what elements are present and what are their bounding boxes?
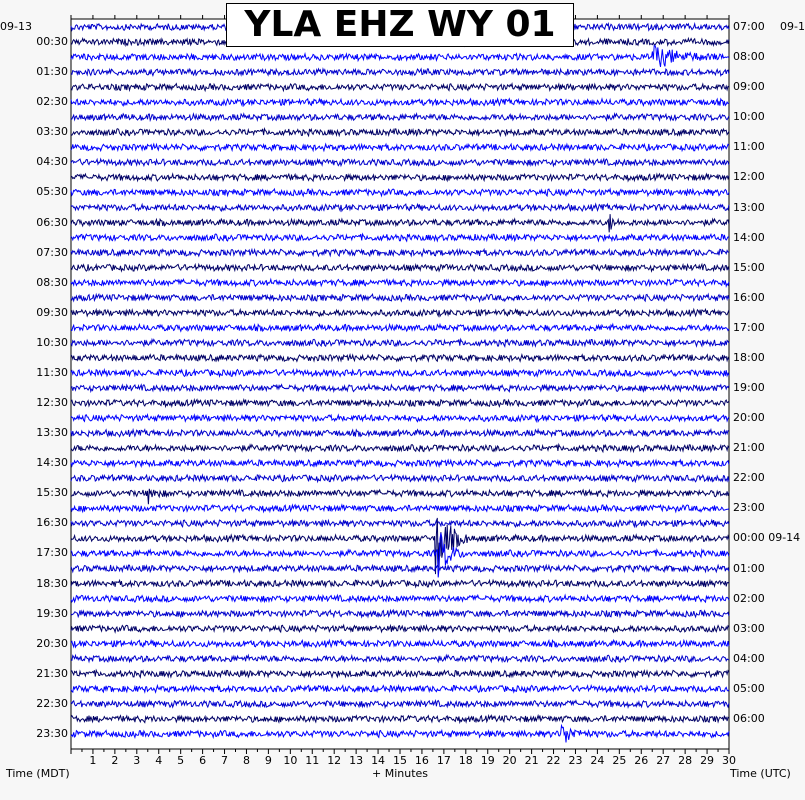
x-tick-label-7: 7 [221,754,229,767]
x-tick-label-22: 22 [546,754,561,767]
x-tick-label-19: 19 [480,754,495,767]
x-tick-label-4: 4 [155,754,163,767]
right-time-label-6: 13:00 [733,200,765,214]
right-time-label-18: 01:00 [733,561,765,575]
right-time-label-8: 15:00 [733,260,765,274]
left-axis-label: Time (MDT) [6,767,70,780]
left-time-label-14: 14:30 [36,456,68,470]
left-time-label-15: 15:30 [36,486,68,500]
x-tick-label-12: 12 [327,754,342,767]
left-time-label-1: 01:30 [36,65,68,79]
x-tick-label-26: 26 [634,754,649,767]
left-time-label-22: 22:30 [36,696,68,710]
x-tick-label-6: 6 [199,754,207,767]
right-axis-label: Time (UTC) [730,767,791,780]
x-tick-label-30: 30 [722,754,736,767]
left-time-label-23: 23:30 [36,726,68,740]
left-time-label-20: 20:30 [36,636,68,650]
right-time-label-21: 04:00 [733,651,765,665]
right-time-label-7: 14:00 [733,230,765,244]
x-tick-label-23: 23 [568,754,583,767]
x-tick-label-24: 24 [590,754,605,767]
x-tick-label-1: 1 [89,754,97,767]
x-tick-label-2: 2 [111,754,119,767]
x-tick-label-21: 21 [524,754,539,767]
right-time-label-9: 16:00 [733,290,765,304]
left-time-label-5: 05:30 [36,185,68,199]
left-time-label-2: 02:30 [36,95,68,109]
right-date-label: 09-1 [780,20,805,33]
right-time-label-10: 17:00 [733,320,765,334]
chart-title: YLA EHZ WY 01 [226,3,574,47]
left-date-label: 09-13 [0,20,32,33]
x-tick-label-10: 10 [283,754,298,767]
x-tick-label-11: 11 [305,754,320,767]
left-time-label-0: 00:30 [36,35,68,49]
right-time-label-22: 05:00 [733,681,765,695]
left-time-label-16: 16:30 [36,516,68,530]
x-tick-label-16: 16 [414,754,429,767]
x-tick-label-9: 9 [264,754,272,767]
right-time-label-11: 18:00 [733,350,765,364]
left-time-label-17: 17:30 [36,546,68,560]
x-tick-label-27: 27 [656,754,671,767]
right-time-label-0: 07:00 [733,20,765,34]
x-tick-label-29: 29 [700,754,715,767]
x-tick-label-20: 20 [502,754,517,767]
x-tick-label-17: 17 [436,754,451,767]
left-time-label-7: 07:30 [36,245,68,259]
left-time-label-8: 08:30 [36,275,68,289]
right-time-label-3: 10:00 [733,110,765,124]
left-time-label-19: 19:30 [36,606,68,620]
right-time-label-14: 21:00 [733,441,765,455]
x-tick-label-25: 25 [612,754,627,767]
x-tick-label-14: 14 [371,754,386,767]
right-time-label-23: 06:00 [733,711,765,725]
left-time-label-21: 21:30 [36,666,68,680]
right-time-label-17: 00:00 09-14 [733,531,801,545]
right-time-label-2: 09:00 [733,80,765,94]
left-time-label-11: 11:30 [36,365,68,379]
right-time-label-20: 03:00 [733,621,765,635]
left-time-label-4: 04:30 [36,155,68,169]
x-tick-label-13: 13 [349,754,364,767]
x-tick-label-3: 3 [133,754,141,767]
left-time-label-10: 10:30 [36,335,68,349]
right-time-label-4: 11:00 [733,140,765,154]
right-time-label-1: 08:00 [733,50,765,64]
right-time-label-15: 22:00 [733,471,765,485]
left-time-label-13: 13:30 [36,426,68,440]
left-time-label-9: 09:30 [36,305,68,319]
x-tick-label-28: 28 [678,754,693,767]
left-time-label-12: 12:30 [36,396,68,410]
right-time-label-19: 02:00 [733,591,765,605]
left-time-label-3: 03:30 [36,125,68,139]
x-tick-label-8: 8 [242,754,250,767]
left-time-label-18: 18:30 [36,576,68,590]
x-tick-label-15: 15 [393,754,407,767]
right-time-label-13: 20:00 [733,411,765,425]
x-tick-label-18: 18 [458,754,473,767]
plot-area [71,19,729,749]
right-time-label-16: 23:00 [733,501,765,515]
right-time-label-12: 19:00 [733,381,765,395]
right-time-label-5: 12:00 [733,170,765,184]
x-tick-label-5: 5 [177,754,185,767]
left-time-label-6: 06:30 [36,215,68,229]
x-axis-label: + Minutes [371,767,429,780]
